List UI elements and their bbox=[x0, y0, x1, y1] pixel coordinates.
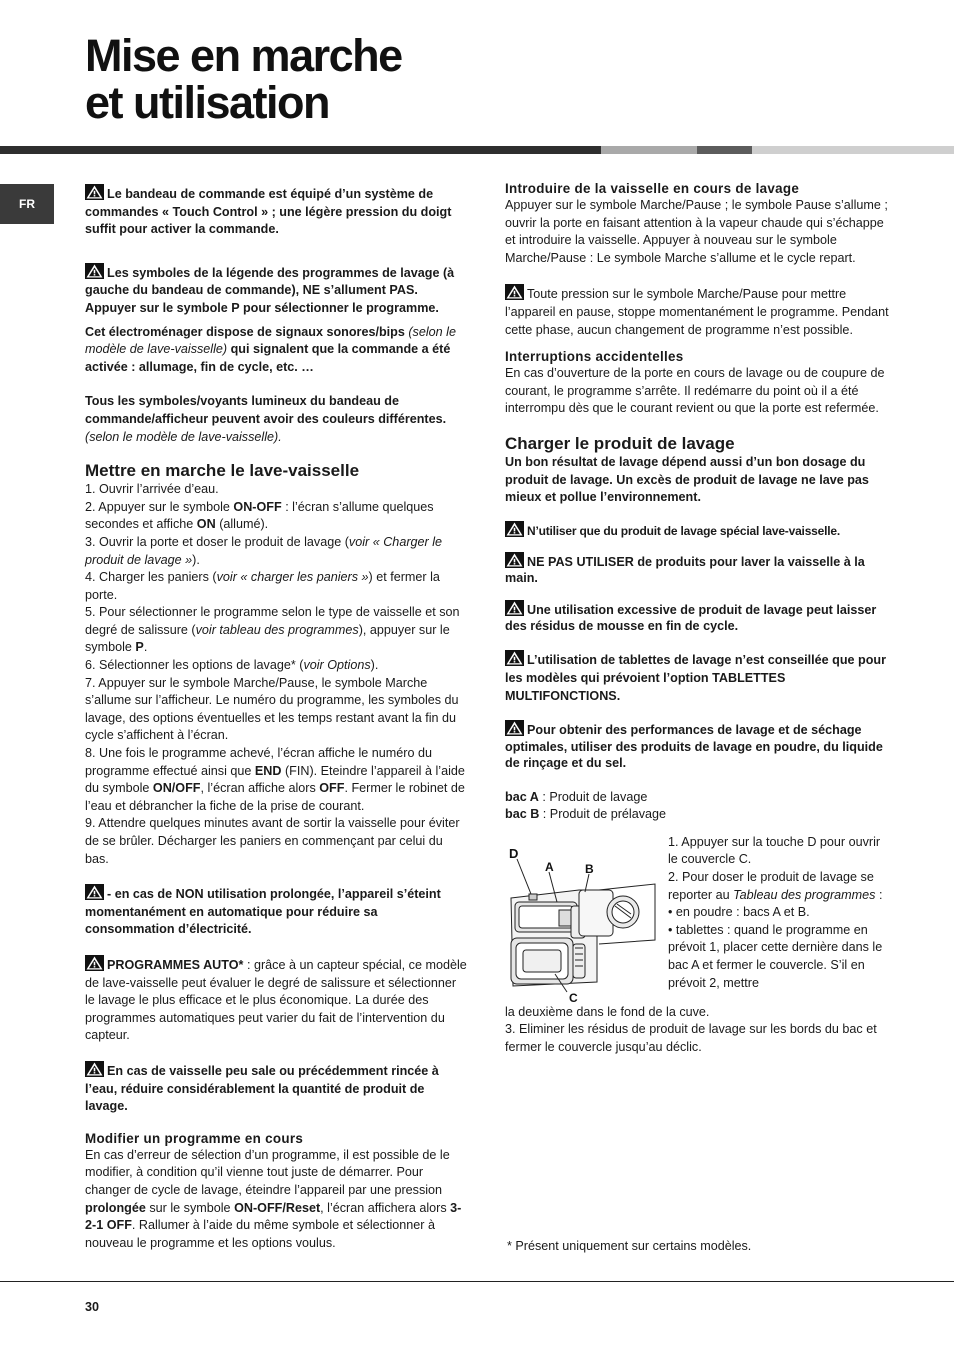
warning-text: En cas de vaisselle peu sale ou précédemment rincée à l’eau, réduire considérablement la quantité de produit de lavage. bbox=[85, 1063, 439, 1114]
warning-icon bbox=[85, 955, 104, 971]
auto-programs-text: : grâce à un capteur spécial, ce modèle de lave-vaisselle peut évaluer le degré de salissure et sélectionner le lavage le plus efficace et le plus économique. La durée des programmes automatiques peut varier du fait de l’intervention du capteur. bbox=[85, 957, 467, 1043]
page-number: 30 bbox=[85, 1300, 100, 1314]
title-line-2: et utilisation bbox=[85, 77, 330, 128]
interruptions-text: En cas d’ouverture de la porte en cours de lavage ou de coupure de courant, le programme s’arrête. Il redémarre du point où il a été interrompu dès que le courant revient ou que la porte est refermée. bbox=[505, 366, 885, 416]
s5e: . bbox=[143, 640, 148, 655]
m7: . Rallumer à l’aide du même symbole et sélectionner à nouveau le programme et les options voulus. bbox=[85, 1218, 435, 1250]
warning-icon bbox=[85, 1061, 104, 1077]
s3b: voir « Charger le produit de lavage » bbox=[85, 534, 443, 567]
step-6 bbox=[85, 657, 469, 675]
s8f: OFF bbox=[319, 781, 345, 796]
colors-text-2: (selon le modèle de lave-vaisselle). bbox=[85, 429, 282, 444]
warning-legend-symbols bbox=[85, 263, 469, 300]
header-rule-grey-2 bbox=[697, 146, 752, 154]
warning-optimal-results bbox=[505, 720, 889, 772]
warning-text: NE PAS UTILISER de produits pour laver la vaisselle à la main. bbox=[505, 555, 865, 586]
auto-programs-label: PROGRAMMES AUTO* bbox=[107, 957, 244, 972]
right-column bbox=[505, 178, 889, 1057]
section-heading-modify: Modifier un programme en cours bbox=[85, 1130, 304, 1146]
bac-a-line bbox=[505, 789, 889, 807]
s5c: ), appuyer sur le symbole bbox=[85, 622, 450, 655]
m5: , l’écran affichera alors bbox=[320, 1200, 447, 1215]
s8a: 8. Une fois le programme achevé, l’écran affiche le numéro du programme effectué ainsi que bbox=[85, 746, 432, 778]
f2c: : bbox=[878, 887, 883, 902]
step-9: 9. Attendre quelques minutes avant de sortir la vaisselle pour éviter de se brûler. Décharger les paniers en commençant par celui du bas. bbox=[85, 816, 460, 866]
header-rule-grey-1 bbox=[601, 146, 697, 154]
s8g: . Fermer le robinet de l’eau et débrancher la fiche de la prise de courant. bbox=[85, 781, 465, 813]
m3: sur le symbole bbox=[149, 1200, 231, 1215]
warning-text: Le bandeau de commande est équipé d’un système de commandes « Touch Control » ; une légère pression du doigt suffit pour activer la commande. bbox=[85, 187, 452, 237]
instruction-select-program: Appuyer sur le symbole P pour sélectionner le programme. bbox=[85, 300, 439, 315]
warning-text: - en cas de NON utilisation prolongée, l’appareil s’éteint momentanément en automatique pour réduire sa consommation d’électricité. bbox=[85, 887, 441, 937]
step-2 bbox=[85, 499, 469, 534]
m6: 3-2-1 OFF bbox=[85, 1200, 462, 1233]
s8b: END bbox=[254, 763, 282, 778]
f2a: 2. Pour doser le produit de lavage se reporter au bbox=[668, 869, 874, 902]
warning-icon bbox=[85, 184, 104, 200]
figure-step-3: 3. Eliminer les résidus de produit de lavage sur les bords du bac et fermer le couvercle jusqu’au déclic. bbox=[505, 1022, 877, 1054]
label-c: C bbox=[569, 990, 578, 1004]
m2: prolongée bbox=[85, 1200, 146, 1215]
s6a: 6. Sélectionner les options de lavage* ( bbox=[85, 658, 304, 673]
add-dishes-text: Appuyer sur le symbole Marche/Pause ; le symbole Pause s’allume ; ouvrir la porte en faisant attention à la vapeur chaude qui s’échappe et introduire la vaisselle. Appuyer à nouveau sur le symbole Marche/Pause : Le symbole Marche s’allume et le cycle repart. bbox=[505, 198, 888, 265]
footer-rule bbox=[0, 1281, 954, 1282]
section-heading-start: Mettre en marche le lave-vaisselle bbox=[85, 461, 360, 481]
s8e: , l’écran affiche alors bbox=[200, 781, 316, 796]
warning-auto-programs bbox=[85, 955, 469, 1045]
s8d: ON/OFF bbox=[152, 781, 201, 796]
language-tab: FR bbox=[0, 184, 54, 224]
title-line-1: Mise en marche bbox=[85, 30, 402, 81]
bac-b-line bbox=[505, 806, 889, 824]
s4a: 4. Charger les paniers ( bbox=[85, 570, 217, 585]
warning-text: Pour obtenir des performances de lavage et de séchage optimales, utiliser des produits de lavage en poudre, du liquide de rinçage et du sel. bbox=[505, 723, 883, 771]
warning-touch-control bbox=[85, 184, 469, 239]
s8c: (FIN). Eteindre l’appareil à l’aide du symbole bbox=[85, 763, 465, 796]
warning-icon bbox=[505, 650, 524, 666]
beep-text-2: (selon le modèle de lave-vaisselle) bbox=[85, 324, 456, 357]
warning-light-soil bbox=[85, 1061, 469, 1116]
label-d: D bbox=[509, 845, 519, 861]
s4c: ) et fermer la porte. bbox=[85, 570, 440, 602]
step-7: 7. Appuyer sur le symbole Marche/Pause, le symbole Marche s’allume sur l’afficheur. Le numéro du programme, les symboles du lavage, des options éventuelles et les temps restant avant la fin du cycle s’affichent à l’écran. bbox=[85, 675, 459, 743]
beep-signals-note bbox=[85, 324, 469, 377]
step-8 bbox=[85, 745, 469, 815]
s6b: voir Options bbox=[303, 658, 371, 673]
detergent-dispenser-figure bbox=[505, 834, 889, 1004]
s3c: ). bbox=[192, 552, 200, 567]
figure-bullet-tablets-cont: la deuxième dans le fond de la cuve. bbox=[505, 1004, 710, 1019]
warning-text: Toute pression sur le symbole Marche/Pause pour mettre l’appareil en pause, stoppe momentanément le programme. Pendant cette phase, aucun changement de programme n’est possible. bbox=[505, 287, 889, 337]
step-5 bbox=[85, 604, 469, 657]
step-4 bbox=[85, 569, 469, 604]
warning-auto-off bbox=[85, 884, 469, 939]
warning-icon bbox=[505, 600, 524, 616]
warning-excess-detergent bbox=[505, 600, 889, 634]
warning-special-detergent bbox=[505, 521, 889, 541]
s6c: ). bbox=[370, 658, 379, 673]
left-column bbox=[85, 178, 469, 1252]
section-heading-detergent: Charger le produit de lavage bbox=[505, 433, 735, 453]
section-heading-interruptions: Interruptions accidentelles bbox=[505, 349, 684, 365]
s2c: : l’écran s’allume quelques secondes et affiche bbox=[85, 499, 434, 532]
step-3 bbox=[85, 534, 469, 569]
label-b: B bbox=[585, 861, 594, 876]
warning-pause bbox=[505, 284, 889, 339]
s2e: (allumé). bbox=[219, 517, 269, 532]
s5d: P bbox=[135, 640, 144, 655]
footnote: * Présent uniquement sur certains modèles. bbox=[507, 1239, 752, 1253]
symbol-colors-note bbox=[85, 393, 469, 446]
warning-no-hand-wash bbox=[505, 552, 889, 586]
warning-icon bbox=[85, 884, 104, 900]
colors-text-1: Tous les symboles/voyants lumineux du bandeau de commande/afficheur peuvent avoir des couleurs différentes. bbox=[85, 394, 447, 426]
bac-b-text: : Produit de prélavage bbox=[542, 807, 667, 822]
figure-step-2 bbox=[668, 869, 889, 904]
beep-text-3: qui signalent que la commande a été activée : allumage, fin de cycle, etc. … bbox=[85, 342, 451, 374]
detergent-intro: Un bon résultat de lavage dépend aussi d’un bon dosage du produit de lavage. Un excès de produit de lavage ne lave pas mieux et pollue l’environnement. bbox=[505, 454, 869, 505]
warning-text: L’utilisation de tablettes de lavage n’est conseillée que pour les modèles qui prévoient l’option TABLETTES MULTIFONCTIONS. bbox=[505, 653, 887, 703]
s2a: 2. Appuyer sur le symbole bbox=[85, 499, 230, 514]
s2d: ON bbox=[196, 517, 216, 532]
figure-step-1: 1. Appuyer sur la touche D pour ouvrir le couvercle C. bbox=[668, 834, 881, 867]
figure-instructions bbox=[668, 834, 889, 1004]
start-steps bbox=[85, 481, 469, 868]
warning-text: Une utilisation excessive de produit de lavage peut laisser des résidus de mousse en fin de cycle. bbox=[505, 603, 877, 634]
step-1: 1. Ouvrir l’arrivée d’eau. bbox=[85, 482, 219, 497]
modify-program-text bbox=[85, 1147, 469, 1253]
s3a: 3. Ouvrir la porte et doser le produit de lavage ( bbox=[85, 534, 349, 549]
warning-tablets bbox=[505, 650, 889, 705]
section-heading-add-dishes: Introduire de la vaisselle en cours de lavage bbox=[505, 181, 800, 196]
page-title bbox=[85, 32, 402, 126]
warning-text: Les symboles de la légende des programmes de lavage (à gauche du bandeau de commande), NE s’allument PAS. bbox=[85, 265, 455, 298]
label-a: A bbox=[545, 859, 554, 874]
s5b: voir tableau des programmes bbox=[195, 622, 359, 637]
warning-icon bbox=[505, 284, 524, 300]
warning-icon bbox=[505, 552, 524, 568]
warning-icon bbox=[85, 263, 104, 279]
s5a: 5. Pour sélectionner le programme selon le type de vaisselle et son degré de salissure ( bbox=[85, 605, 460, 637]
detergent-dispenser-illustration bbox=[505, 844, 665, 1004]
warning-icon bbox=[505, 720, 524, 736]
figure-bullet-powder: • en poudre : bacs A et B. bbox=[668, 905, 810, 920]
warning-icon bbox=[505, 521, 524, 537]
f2b: Tableau des programmes bbox=[733, 887, 876, 902]
bac-a-text: : Produit de lavage bbox=[542, 789, 648, 804]
figure-bullet-tablets: • tablettes : quand le programme en prévoit 1, placer cette dernière dans le bac A et fermer le couvercle. S’il en prévoit 2, mettre bbox=[668, 922, 883, 990]
s2b: ON-OFF bbox=[233, 499, 282, 514]
s4b: voir « charger les paniers » bbox=[216, 570, 369, 585]
bac-a-label: bac A bbox=[505, 789, 539, 804]
header-rule-dark bbox=[0, 146, 601, 154]
m4: ON-OFF/Reset bbox=[234, 1200, 321, 1215]
bac-b-label: bac B bbox=[505, 807, 540, 822]
header-rule-grey-3 bbox=[752, 146, 954, 154]
m1: En cas d’erreur de sélection d’un programme, il est possible de le modifier, à condition qu’il vienne tout juste de démarrer. Pour changer de cycle de lavage, éteindre l’appareil par une pression bbox=[85, 1147, 450, 1197]
beep-text-1: Cet électroménager dispose de signaux sonores/bips bbox=[85, 324, 405, 339]
warning-text: N’utiliser que du produit de lavage spécial lave-vaisselle. bbox=[527, 523, 840, 538]
